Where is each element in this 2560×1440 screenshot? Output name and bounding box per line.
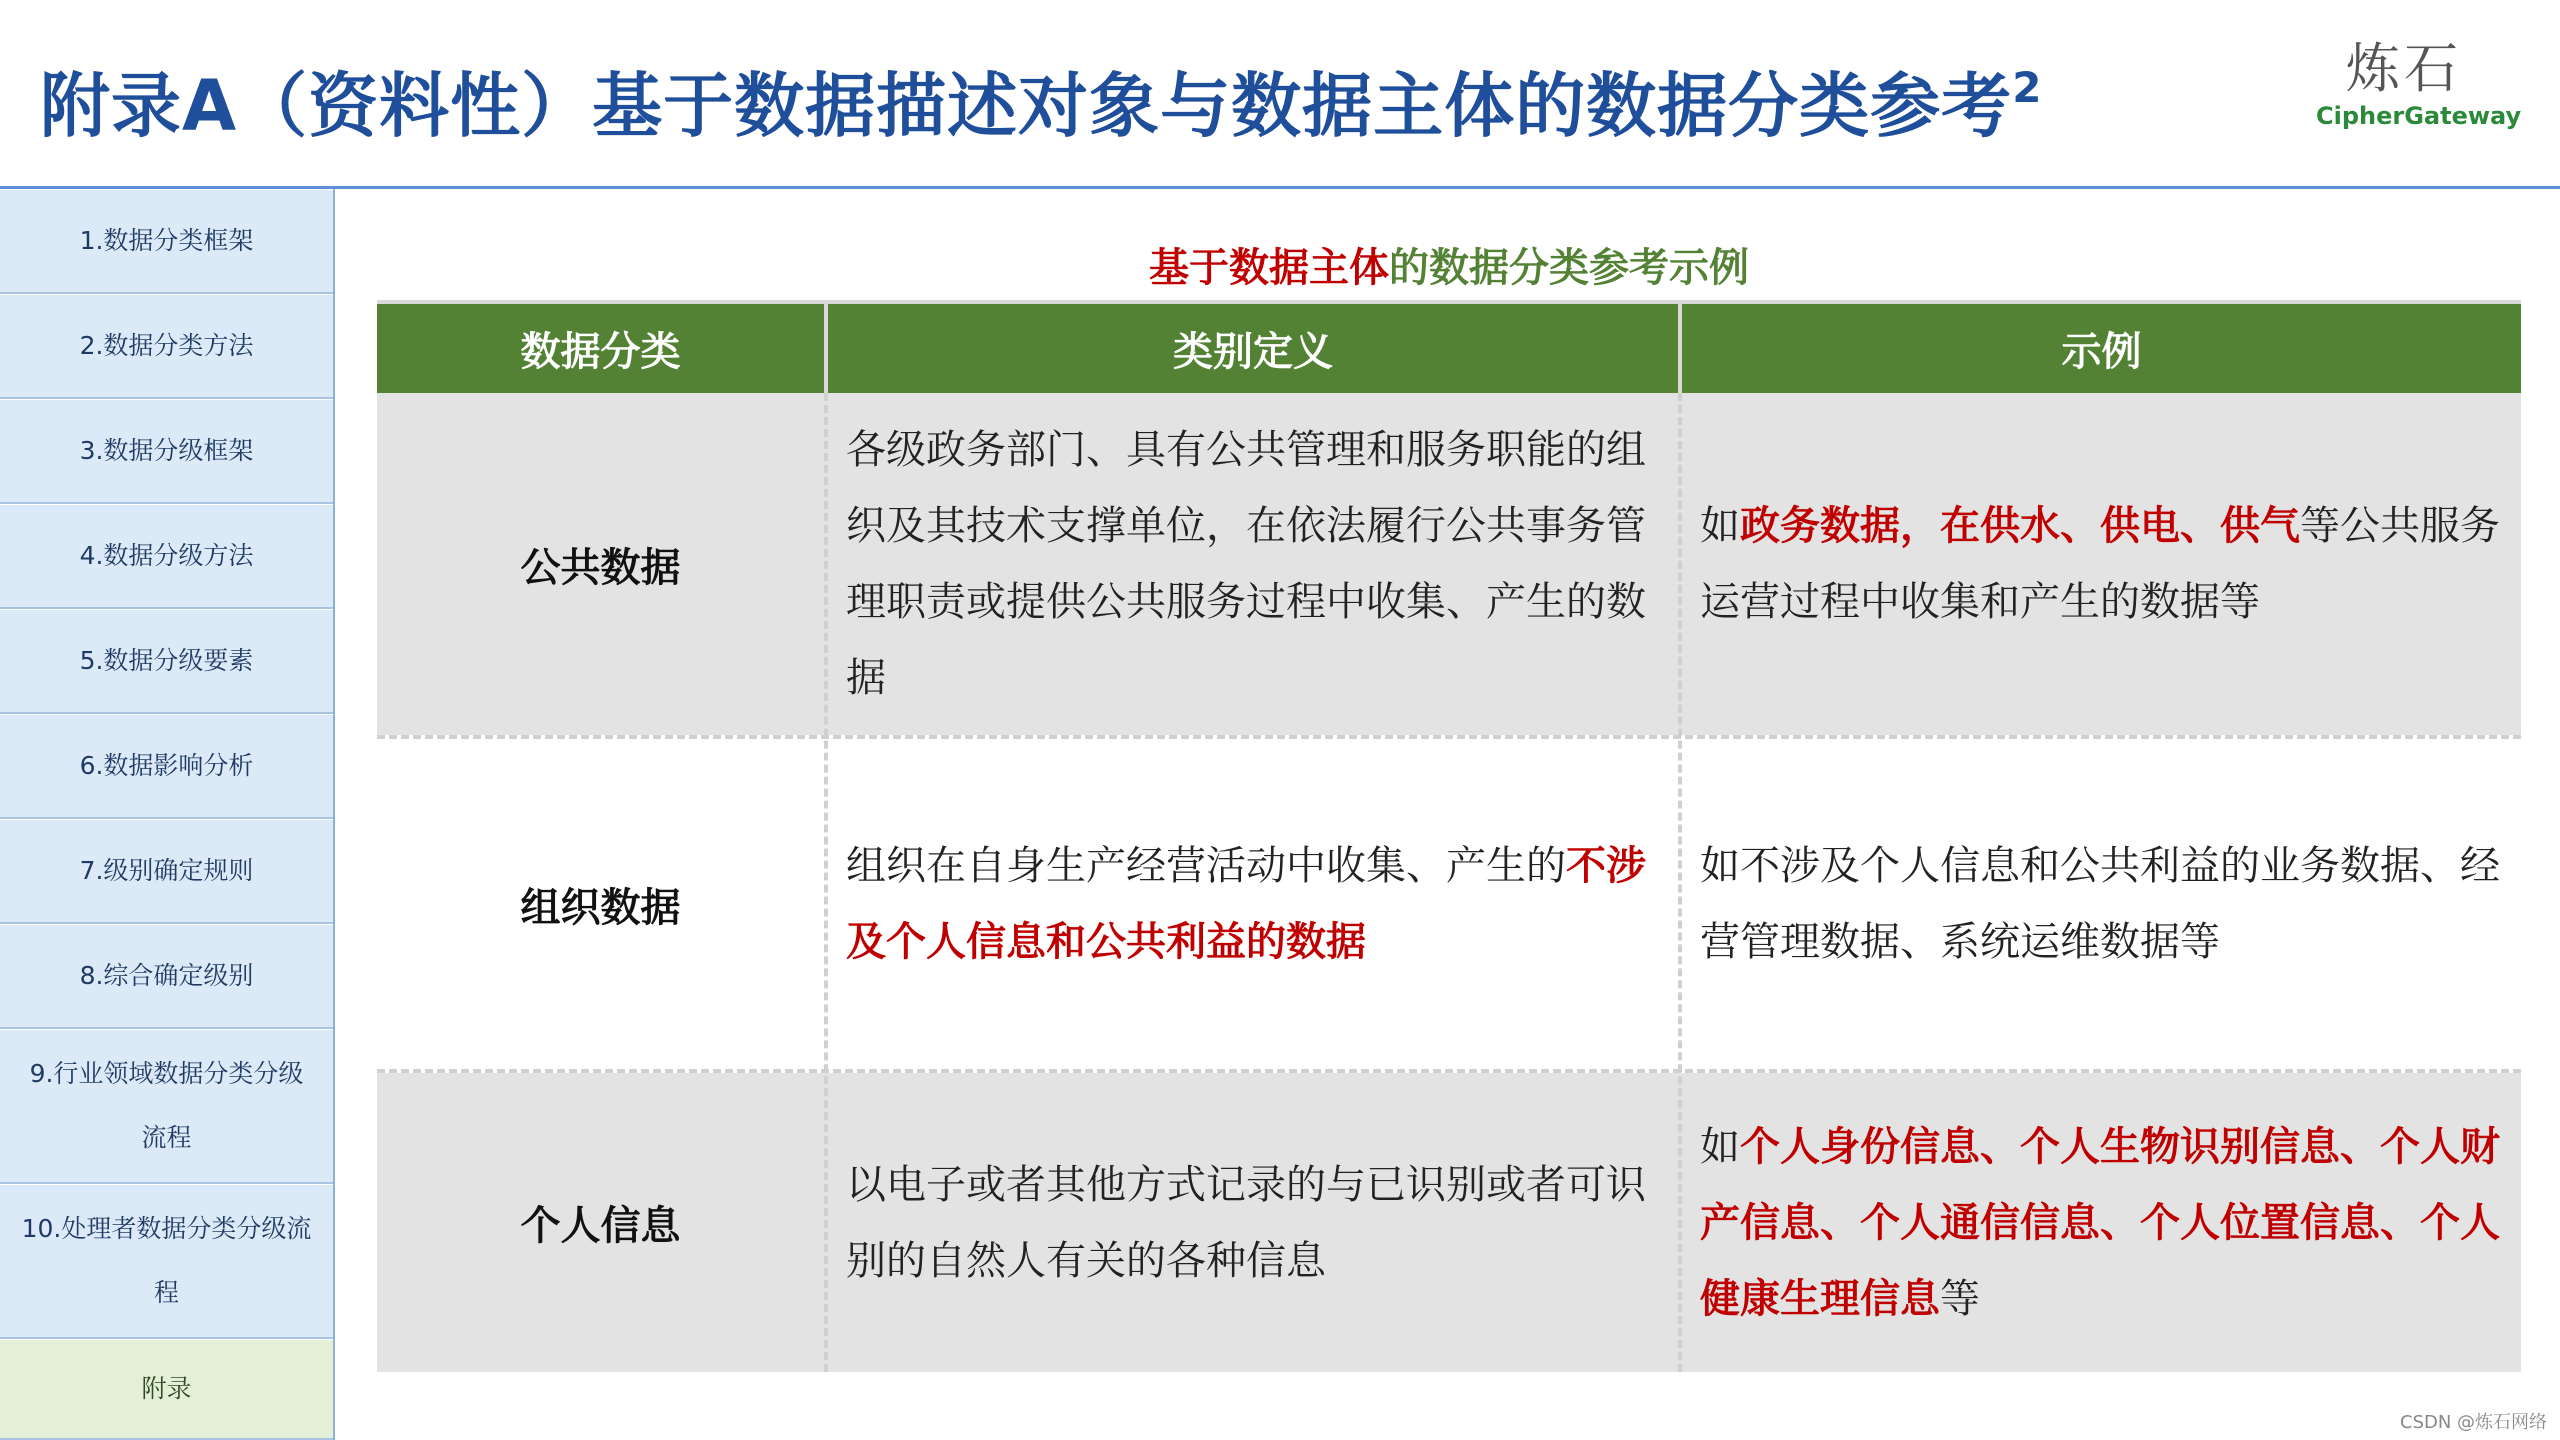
logo-en-text: CipherGateway [2316, 102, 2522, 130]
row-example [1682, 739, 2521, 1069]
csdn-watermark: CSDN @炼石网络 [2400, 1412, 2548, 1433]
sidebar-item-9[interactable]: 9.行业领域数据分类分级流程 [0, 1029, 333, 1184]
header-definition: 类别定义 [1173, 329, 1333, 375]
column-divider [824, 393, 828, 1372]
example-suffix: 等公共服务运营过程中收集和产生的数据等 [1700, 503, 2500, 625]
page-title: 附录A（资料性）基于数据描述对象与数据主体的数据分类参考$^2$ [40, 63, 2043, 147]
sidebar-item-7[interactable]: 7.级别确定规则 [0, 819, 333, 924]
example-highlight: 个人身份信息、个人生物识别信息、个人财产信息、个人通信信息、个人位置信息、个人健康生理信息 [1700, 1123, 2500, 1322]
sidebar-item-8[interactable]: 8.综合确定级别 [0, 924, 333, 1029]
example-suffix: 等 [1940, 1275, 1980, 1322]
classification-table [377, 300, 2521, 1372]
sidebar-item-4[interactable]: 4.数据分级方法 [0, 504, 333, 609]
column-divider [1678, 393, 1682, 1372]
definition-text: 各级政务部门、具有公共管理和服务职能的组织及其技术支撑单位，在依法履行公共事务管理职责或提供公共服务过程中收集、产生的数据 [846, 427, 1646, 701]
row-definition [828, 393, 1678, 735]
example-text: 如不涉及个人信息和公共利益的业务数据、经营管理数据、系统运维数据等 [1700, 843, 2500, 965]
example-prefix: 如 [1700, 1123, 1740, 1170]
table-title-highlight: 基于数据主体 [1149, 245, 1389, 291]
example-highlight: 政务数据，在供水、供电、供气 [1740, 503, 2300, 549]
sidebar-item-10[interactable]: 10.处理者数据分类分级流程 [0, 1184, 333, 1339]
row-example [1682, 1073, 2521, 1372]
row-category: 组织数据 [520, 884, 681, 931]
header-category: 数据分类 [520, 329, 681, 375]
logo-cn-text: 炼石 [2346, 37, 2462, 100]
table-row-public [377, 393, 2521, 735]
row-definition [828, 739, 1678, 1069]
table-row-organization [377, 739, 2521, 1069]
row-definition [828, 1073, 1678, 1372]
sidebar-item-appendix[interactable]: 附录 [0, 1339, 333, 1440]
table-title-rest: 的数据分类参考示例 [1389, 245, 1749, 291]
row-category: 公共数据 [520, 544, 681, 591]
definition-text: 组织在自身生产经营活动中收集、产生的 [846, 843, 1566, 889]
company-logo [2316, 36, 2522, 130]
definition-highlight: 不涉及个人信息和公共利益的数据 [846, 843, 1646, 965]
table-title [378, 236, 2520, 293]
sidebar-item-3[interactable]: 3.数据分级框架 [0, 399, 333, 504]
row-category: 个人信息 [520, 1203, 681, 1249]
sidebar-item-6[interactable]: 6.数据影响分析 [0, 714, 333, 819]
sidebar-item-1[interactable]: 1.数据分类框架 [0, 189, 333, 294]
table-row-personal [377, 1073, 2521, 1372]
example-prefix: 如 [1700, 503, 1740, 549]
table-header-row [377, 300, 2521, 393]
header-example: 示例 [2061, 329, 2142, 375]
row-example [1682, 393, 2521, 735]
definition-text: 以电子或者其他方式记录的与已识别或者可识别的自然人有关的各种信息 [846, 1161, 1646, 1284]
sidebar-item-5[interactable]: 5.数据分级要素 [0, 609, 333, 714]
sidebar-item-2[interactable]: 2.数据分类方法 [0, 294, 333, 399]
page-header [0, 0, 2560, 186]
title-superscript: 2 [2012, 63, 2043, 112]
sidebar-nav [0, 189, 335, 1440]
header-divider [0, 186, 2560, 189]
